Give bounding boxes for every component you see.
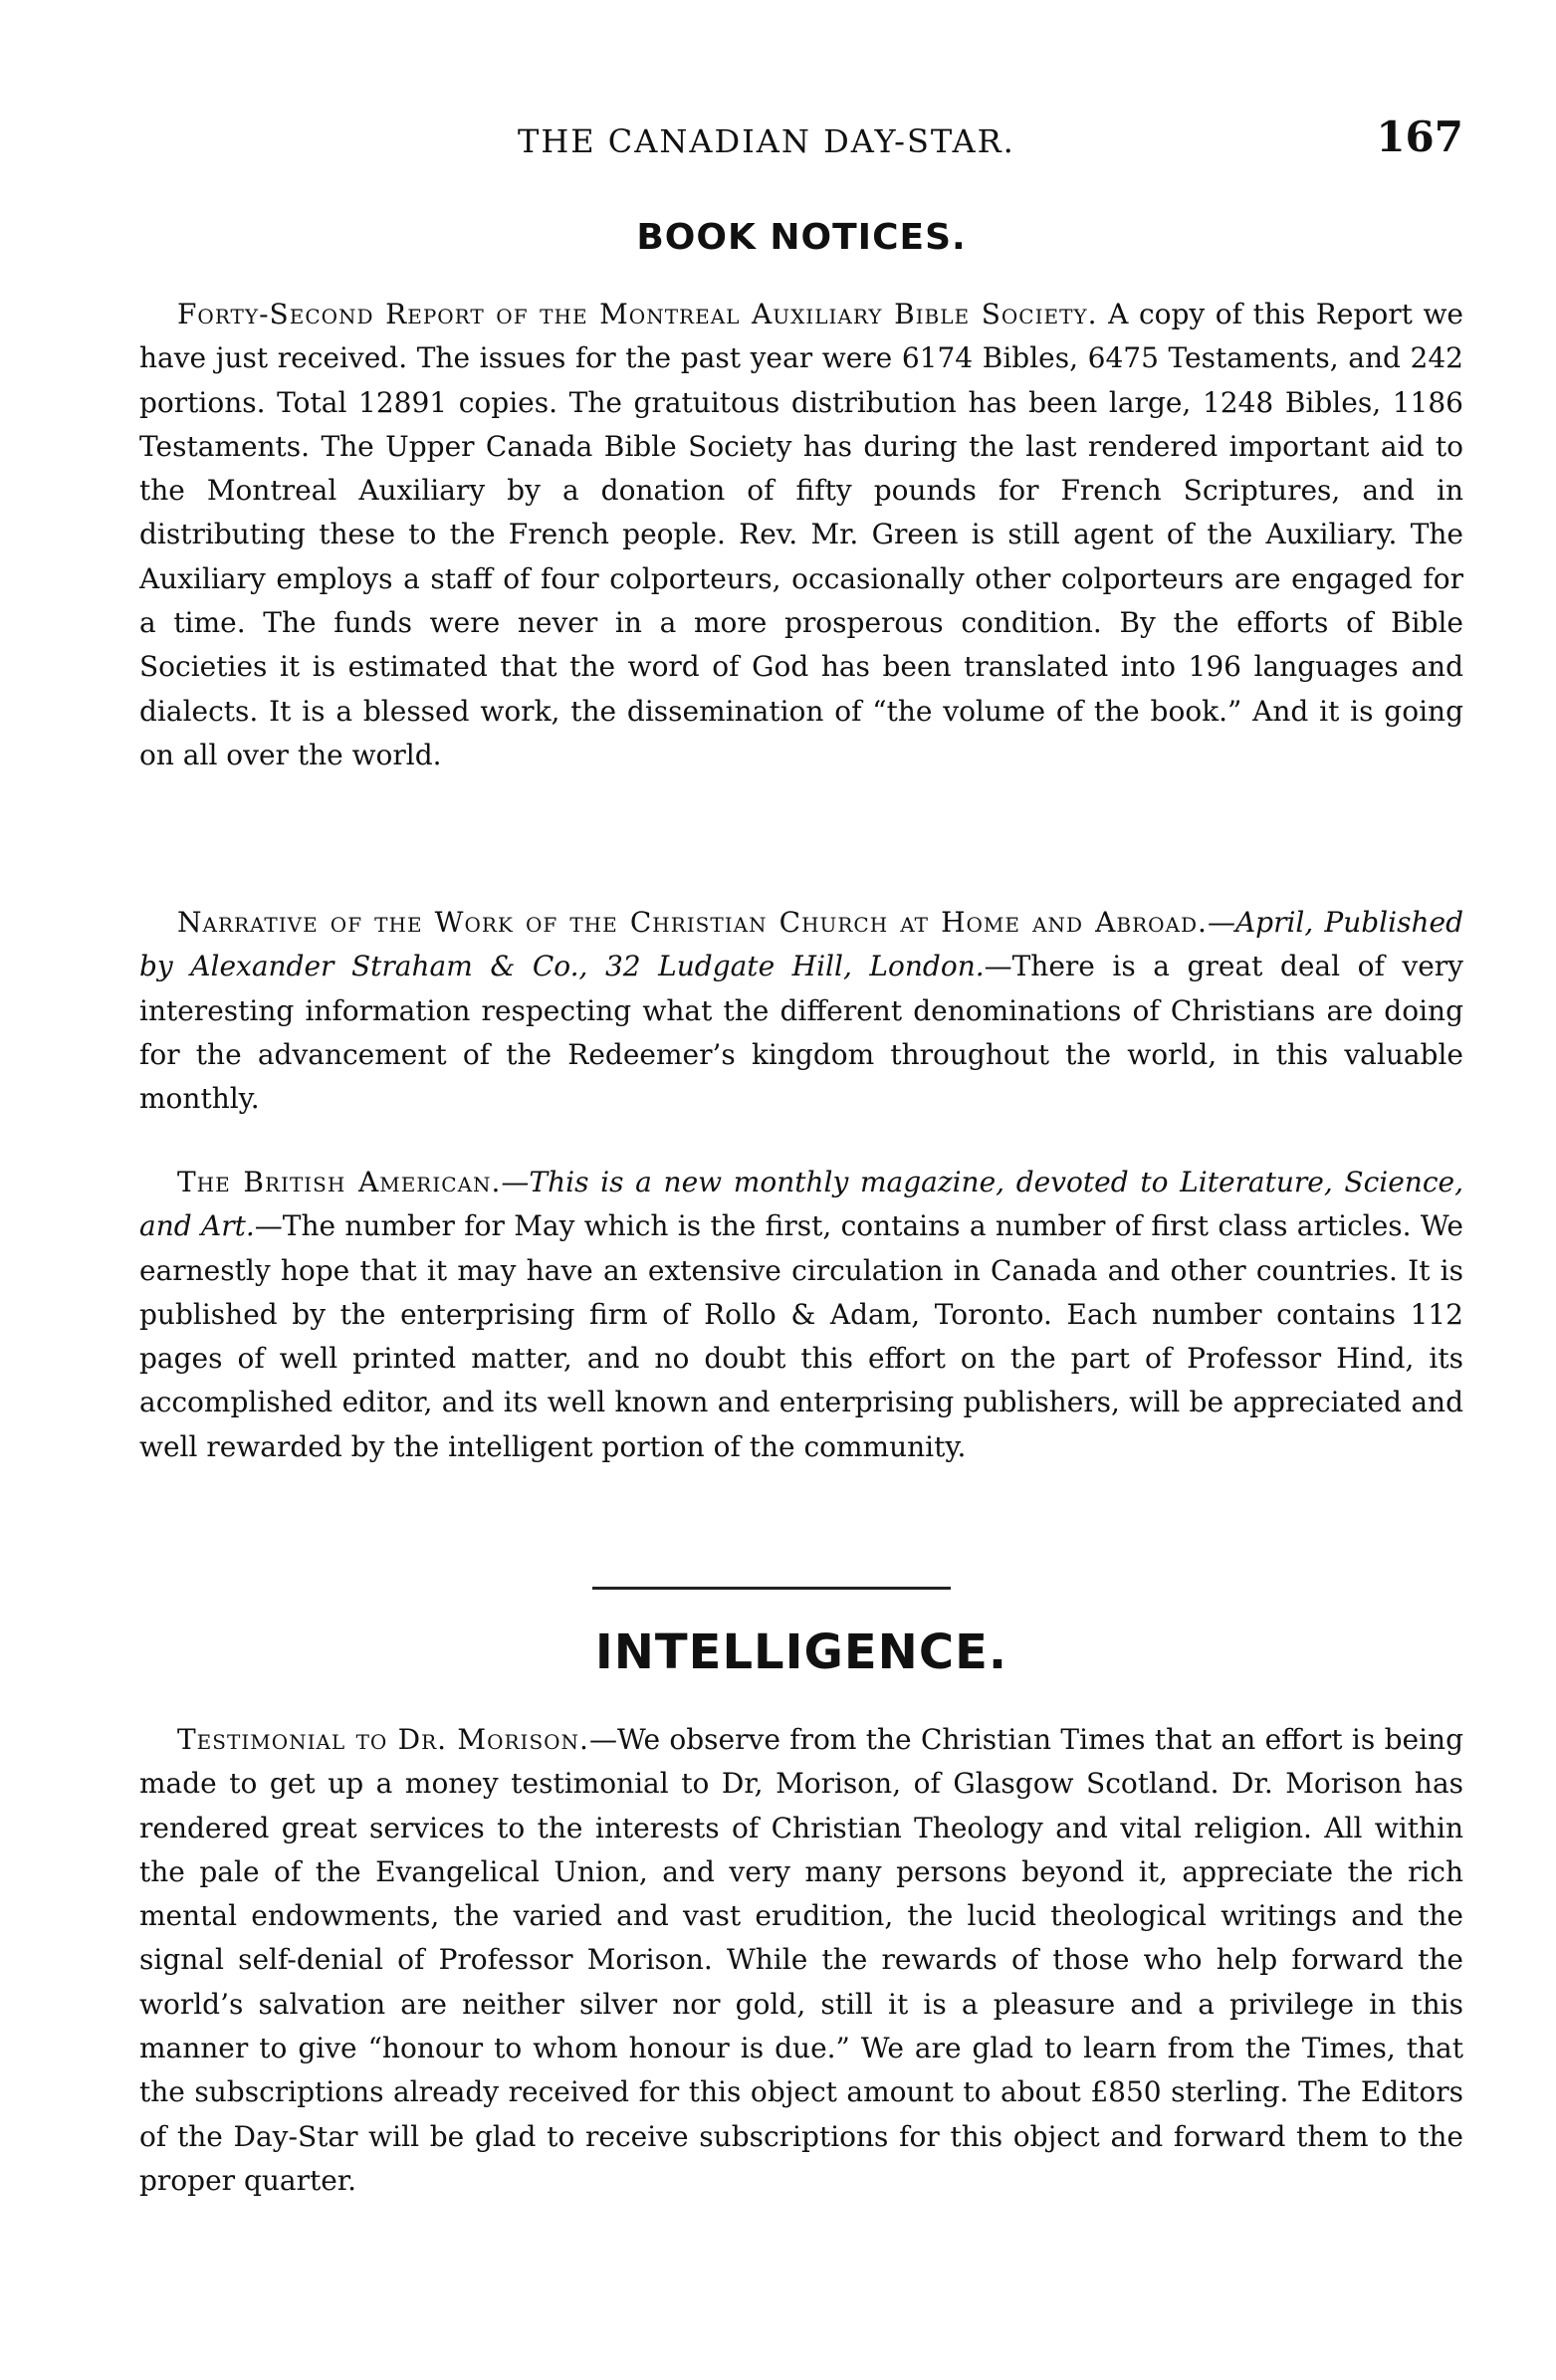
section-divider [592, 1587, 951, 1590]
notice-title: The British American. [177, 1166, 502, 1198]
section-heading-book-notices: BOOK NOTICES. [636, 217, 967, 258]
section-heading-intelligence: INTELLIGENCE. [594, 1624, 1008, 1680]
intelligence-title: Testimonial to Dr. Morison. [177, 1723, 589, 1756]
notice-text: A copy of this Report we have just received. The issues for the past year were 6174 Bibles, 6475 Testaments, and 242 portions. Total 12891 copies. The gratuitous distribution has been large, 1248 Bibles, 1186 Testaments. The Upper Canada Bible Society has during the last rendered important aid to the Montreal Auxiliary by a donation of fifty pounds for French Scriptures, and in distributing these to the French people. Rev. Mr. Green is still agent of the Auxiliary. The Auxiliary employs a staff of four colporteurs, occasionally other colporteurs are engaged for a time. The funds were never in a more prosperous condition. By the efforts of Bible Societies it is estimated that the word of God has been translated into 196 languages and dialects. It is a blessed work, the dissemination of “the volume of the book.” And it is going on all over the world. [139, 298, 1464, 771]
notice-british-american [139, 1161, 1463, 1469]
notice-subtitle: —This is a new monthly magazine, devoted to Literature, Science, and Art. [139, 1166, 1463, 1243]
intelligence-morison-testimonial [139, 1718, 1463, 2203]
intelligence-text: —We observe from the Christian Times that an effort is being made to get up a money testimonial to Dr, Morison, of Glasgow Scotland. Dr. Morison has rendered great services to the interests of Christian Theology and vital religion. All within the pale of the Evangelical Union, and very many persons beyond it, appreciate the rich mental endowments, the varied and vast erudition, the lucid theological writings and the signal self-denial of Professor Morison. While the rewards of those who help forward the world’s salvation are neither silver nor gold, still it is a pleasure and a privilege in this manner to give “honour to whom honour is due.” We are glad to learn from the Times, that the subscriptions already received for this object amount to about £850 sterling. The Editors of the Day-Star will be glad to receive subscriptions for this object and forward them to the proper quarter. [139, 1723, 1463, 2197]
running-title: THE CANADIAN DAY-STAR. [518, 122, 1015, 160]
notice-title: Narrative of the Work of the Christian Church at Home and Abroad. [177, 906, 1208, 939]
notice-citation: —April, Published by Alexander Straham & Co., 32 Ludgate Hill, London. [139, 906, 1463, 983]
notice-text: —The number for May which is the first, contains a number of first class articles. We earnestly hope that it may have an extensive circulation in Canada and other countries. It is published by the enterprising firm of Rollo & Adam, Toronto. Each number contains 112 pages of well printed matter, and no doubt this effort on the part of Professor Hind, its accomplished editor, and its well known and enterprising publishers, will be appreciated and well rewarded by the intelligent portion of the community. [139, 1209, 1463, 1463]
notice-christian-church-narrative [139, 901, 1463, 1121]
page-number: 167 [1376, 112, 1463, 161]
notice-bible-society-report [139, 293, 1463, 777]
notice-text: —There is a great deal of very interesting information respecting what the different denominations of Christians are doing for the advancement of the Redeemer’s kingdom throughout the world, in this valuable monthly. [139, 950, 1463, 1116]
running-head [139, 105, 1463, 164]
notice-title: Forty-Second Report of the Montreal Auxiliary Bible Society. [177, 298, 1098, 330]
book-page [139, 0, 1463, 2380]
